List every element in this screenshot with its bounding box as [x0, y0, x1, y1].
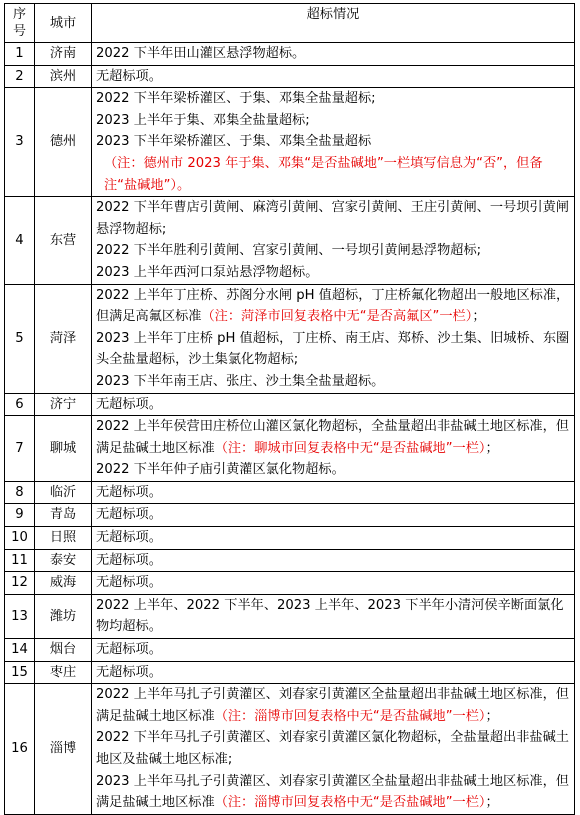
table-row	[5, 527, 575, 550]
row-number: 10	[5, 527, 35, 550]
description-line: 2023 上半年丁庄桥 pH 值超标，丁庄桥、南王店、郑桥、沙土集、旧城桥、东圈头全盐量超标，沙土集氯化物超标;	[96, 330, 570, 368]
description-cell	[92, 504, 575, 527]
description-cell	[92, 393, 575, 416]
row-number: 14	[5, 639, 35, 662]
red-note: （注：淄博市回复表格中无“是否盐碱地”一栏）	[214, 795, 486, 811]
description-line: 2022 下半年田山灌区悬浮物超标。	[96, 46, 306, 61]
description-text: 2022 上半年侯营田庄桥位山灌区氯化物超标，全盐量超出非盐碱土地区标准，但满足盐碱土地区标准	[96, 419, 569, 456]
city-name: 聊城	[35, 416, 92, 482]
description-cell	[92, 684, 575, 815]
exceedance-table	[4, 3, 575, 815]
row-number: 3	[5, 88, 35, 197]
row-number: 8	[5, 481, 35, 504]
description-line: 无超标项。	[96, 507, 162, 523]
city-name: 淄博	[35, 684, 92, 815]
table-row	[5, 661, 575, 684]
city-name: 东营	[35, 197, 92, 284]
red-note: （注：聊城市回复表格中无“是否盐碱地”一栏）	[214, 440, 486, 456]
description-line: 无超标项。	[96, 530, 162, 546]
description-cell	[92, 661, 575, 684]
row-number: 16	[5, 684, 35, 815]
table-row	[5, 393, 575, 416]
city-name: 临沂	[35, 481, 92, 504]
red-note: （注：德州市 2023 年于集、邓集“是否盐碱地”一栏填写信息为“否”，但备注“盐碱地”）。	[104, 155, 543, 193]
city-name: 威海	[35, 572, 92, 595]
row-number: 13	[5, 594, 35, 638]
table-row	[5, 65, 575, 88]
table-row	[5, 43, 575, 66]
row-number: 4	[5, 197, 35, 284]
table-row	[5, 197, 575, 284]
city-name: 日照	[35, 527, 92, 550]
description-cell	[92, 284, 575, 393]
description-line	[96, 285, 570, 328]
description-line	[96, 416, 570, 459]
row-number: 2	[5, 65, 35, 88]
table-row	[5, 416, 575, 482]
table-row	[5, 639, 575, 662]
city-name: 德州	[35, 88, 92, 197]
description-tail: ；	[485, 440, 499, 456]
description-line: 无超标项。	[96, 642, 162, 658]
table-row	[5, 284, 575, 393]
description-cell	[92, 639, 575, 662]
table-row	[5, 572, 575, 595]
row-number: 1	[5, 43, 35, 66]
description-cell	[92, 527, 575, 550]
description-line: 2022 下半年曹店引黄闸、麻湾引黄闸、宫家引黄闸、王庄引黄闸、一号坝引黄闸悬浮物超标;	[96, 200, 569, 237]
description-tail: ；	[485, 708, 499, 724]
table-row	[5, 684, 575, 815]
header-row	[5, 4, 575, 43]
city-name: 泰安	[35, 549, 92, 572]
description-text: 2022 上半年丁庄桥、苏阁分水闸 pH 值超标，丁庄桥氟化物超出一般地区标准，但满足高氟区标准	[96, 287, 570, 325]
city-name: 济宁	[35, 393, 92, 416]
description-text: 2022 上半年马扎子引黄灌区、刘春家引黄灌区全盐量超出非盐碱土地区标准，但满足盐碱土地区标准	[96, 687, 569, 724]
description-line	[96, 684, 570, 727]
description-line: 2022 下半年马扎子引黄灌区、刘春家引黄灌区氯化物超标，全盐量超出非盐碱土地区及盐碱土地区标准;	[96, 730, 569, 767]
row-number: 6	[5, 393, 35, 416]
description-line: 无超标项。	[96, 664, 162, 680]
description-cell	[92, 594, 575, 638]
header-city: 城市	[35, 4, 92, 43]
description-tail: ；	[472, 309, 486, 325]
red-note: （注：菏泽市回复表格中无“是否高氟区”一栏）	[201, 309, 473, 325]
table-row	[5, 504, 575, 527]
city-name: 济南	[35, 43, 92, 66]
description-line: 2023 上半年于集、邓集全盐量超标;	[96, 112, 310, 128]
description-text: 2023 上半年马扎子引黄灌区、刘春家引黄灌区全盐量超出非盐碱土地区标准，但满足盐碱土地区标准	[96, 773, 569, 811]
row-number: 15	[5, 661, 35, 684]
row-number: 11	[5, 549, 35, 572]
description-line: 无超标项。	[96, 68, 162, 84]
table-row	[5, 88, 575, 197]
header-description: 超标情况	[92, 4, 575, 43]
description-cell	[92, 572, 575, 595]
city-name: 枣庄	[35, 661, 92, 684]
description-cell	[92, 88, 575, 197]
description-line	[96, 771, 570, 814]
red-note: （注：淄博市回复表格中无“是否盐碱地”一栏）	[214, 708, 486, 724]
table-row	[5, 481, 575, 504]
description-line: 无超标项。	[96, 396, 162, 412]
description-cell	[92, 481, 575, 504]
description-line: 2022 上半年、2022 下半年、2023 上半年、2023 下半年小清河侯辛断面氯化物均超标。	[96, 597, 564, 635]
row-number: 12	[5, 572, 35, 595]
table-row	[5, 594, 575, 638]
header-no: 序号	[5, 4, 35, 43]
description-line: 2022 下半年胜利引黄闸、宫家引黄闸、一号坝引黄闸悬浮物超标;	[96, 243, 482, 259]
city-name: 青岛	[35, 504, 92, 527]
city-name: 滨州	[35, 65, 92, 88]
row-number: 7	[5, 416, 35, 482]
row-number: 5	[5, 284, 35, 393]
description-line: 2023 下半年梁桥灌区、于集、邓集全盐量超标	[96, 134, 372, 150]
city-name: 潍坊	[35, 594, 92, 638]
description-cell	[92, 549, 575, 572]
description-line: 2022 下半年梁桥灌区、于集、邓集全盐量超标;	[96, 91, 376, 107]
city-name: 菏泽	[35, 284, 92, 393]
description-line: 2023 上半年西河口泵站悬浮物超标。	[96, 264, 319, 280]
description-cell	[92, 197, 575, 284]
description-cell	[92, 65, 575, 88]
row-number: 9	[5, 504, 35, 527]
description-cell	[92, 43, 575, 66]
table-row	[5, 549, 575, 572]
description-tail: ；	[485, 795, 499, 811]
description-line: 无超标项。	[96, 575, 162, 591]
description-line: 2023 下半年南王店、张庄、沙土集全盐量超标。	[96, 373, 385, 389]
description-cell	[92, 416, 575, 482]
description-line: 2022 下半年仲子庙引黄灌区氯化物超标。	[96, 462, 345, 478]
description-line: 无超标项。	[96, 552, 162, 568]
description-line: 无超标项。	[96, 484, 162, 500]
city-name: 烟台	[35, 639, 92, 662]
